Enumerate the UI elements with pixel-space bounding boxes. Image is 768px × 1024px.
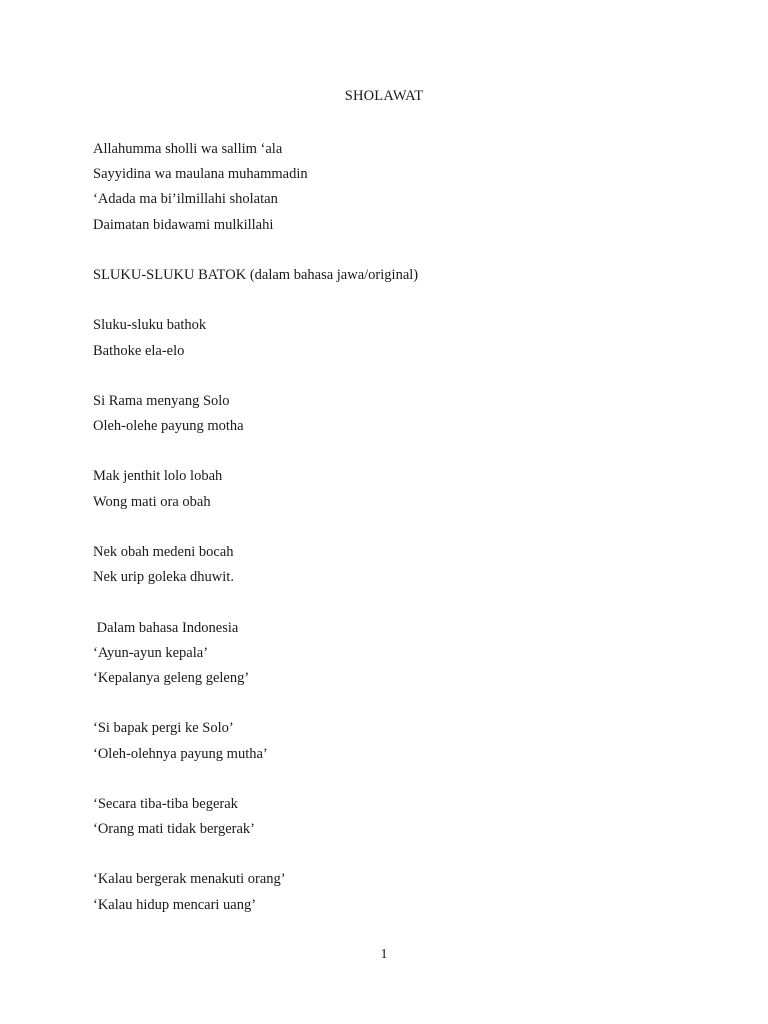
text-line: Oleh-olehe payung motha [93,418,244,435]
text-line: ‘Kepalanya geleng geleng’ [93,669,250,686]
text-line: Bathoke ela-elo [93,342,185,359]
text-line: Sluku-sluku bathok [93,317,207,334]
document-body [93,137,693,918]
text-line: ‘Adada ma bi’ilmillahi sholatan [93,191,278,208]
text-line: ‘Kalau bergerak menakuti orang’ [93,871,286,888]
text-line: Allahumma sholli wa sallim ‘ala [93,141,283,157]
blank-line [93,288,693,313]
text-line: Si Rama menyang Solo [93,392,230,409]
section-heading: Dalam bahasa Indonesia [93,619,239,636]
text-line: Daimatan bidawami mulkillahi [93,216,274,233]
text-line: Sayyidina wa maulana muhammadin [93,166,308,183]
text-line: ‘Oleh-olehnya payung mutha’ [93,745,268,762]
blank-line [93,515,693,540]
blank-line [93,439,693,464]
text-line: ‘Si bapak pergi ke Solo’ [93,720,234,737]
blank-line [93,590,693,615]
document-title: SHOLAWAT [344,88,424,104]
text-line: Wong mati ora obah [93,493,211,510]
text-line: Nek urip goleka dhuwit. [93,569,234,586]
text-line: ‘Secara tiba-tiba begerak [93,795,238,812]
text-line: Mak jenthit lolo lobah [93,468,223,485]
text-line: ‘Kalau hidup mencari uang’ [93,896,257,913]
text-line: ‘Orang mati tidak bergerak’ [93,821,255,838]
blank-line [93,238,693,263]
blank-line [93,364,693,389]
section-heading: SLUKU-SLUKU BATOK (dalam bahasa jawa/original) [93,266,419,283]
text-line: ‘Ayun-ayun kepala’ [93,644,209,661]
blank-line [93,691,693,716]
page-number: 1 [380,947,388,962]
blank-line [93,767,693,792]
text-line: Nek obah medeni bocah [93,544,234,560]
blank-line [93,842,693,867]
